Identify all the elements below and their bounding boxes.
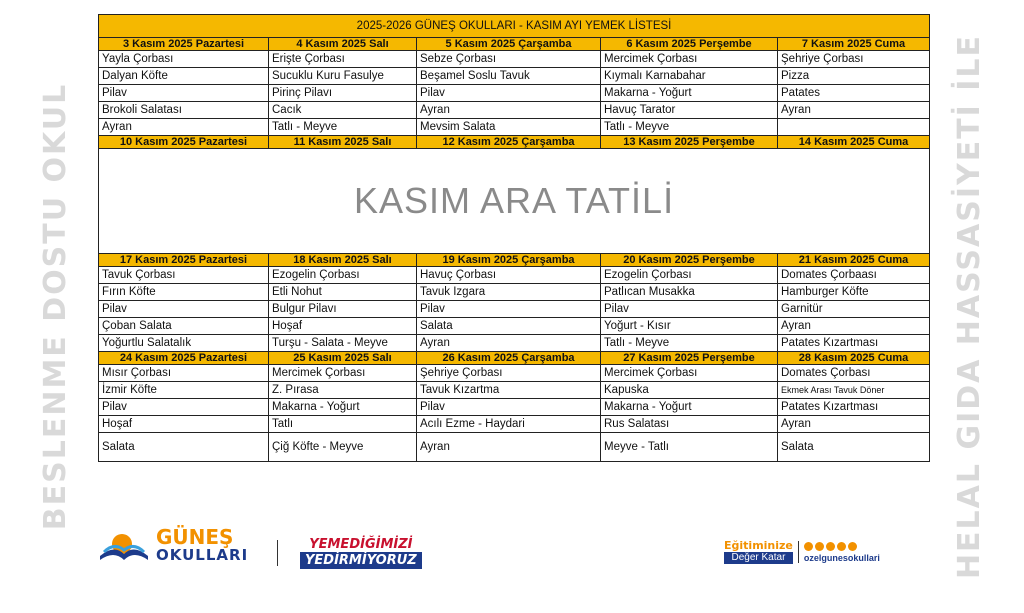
menu-cell: Pilav <box>601 301 778 318</box>
x-icon <box>826 542 835 551</box>
menu-cell: Tavuk Kızartma <box>417 382 601 399</box>
table-row <box>99 433 930 462</box>
menu-cell: Yayla Çorbası <box>99 51 269 68</box>
menu-cell: Acılı Ezme - Haydari <box>417 416 601 433</box>
menu-cell: Makarna - Yoğurt <box>601 85 778 102</box>
day-header: 18 Kasım 2025 Salı <box>269 254 417 267</box>
table-row <box>99 267 930 284</box>
menu-table <box>98 14 930 462</box>
menu-cell: Cacık <box>269 102 417 119</box>
menu-cell: Erişte Çorbası <box>269 51 417 68</box>
table-row <box>99 318 930 335</box>
table-row <box>99 416 930 433</box>
menu-cell: Ayran <box>778 102 930 119</box>
menu-cell: Pilav <box>417 85 601 102</box>
menu-cell: Hoşaf <box>99 416 269 433</box>
day-header: 6 Kasım 2025 Perşembe <box>601 38 778 51</box>
day-header: 10 Kasım 2025 Pazartesi <box>99 136 269 149</box>
instagram-icon <box>815 542 824 551</box>
menu-cell: Ayran <box>417 433 601 462</box>
menu-cell: Turşu - Salata - Meyve <box>269 335 417 352</box>
facebook-icon <box>804 542 813 551</box>
menu-cell: Makarna - Yoğurt <box>269 399 417 416</box>
linkedin-icon <box>848 542 857 551</box>
tagline-divider <box>798 541 799 563</box>
menu-cell: Brokoli Salatası <box>99 102 269 119</box>
day-header: 17 Kasım 2025 Pazartesi <box>99 254 269 267</box>
menu-cell: Garnitür <box>778 301 930 318</box>
day-header: 4 Kasım 2025 Salı <box>269 38 417 51</box>
holiday-label: KASIM ARA TATİLİ <box>99 149 930 254</box>
menu-cell: Beşamel Soslu Tavuk <box>417 68 601 85</box>
menu-cell: Tatlı - Meyve <box>601 119 778 136</box>
menu-cell: Ekmek Arası Tavuk Döner <box>778 382 930 399</box>
menu-cell: Sucuklu Kuru Fasulye <box>269 68 417 85</box>
social-icons <box>804 542 880 551</box>
menu-cell: Z. Pırasa <box>269 382 417 399</box>
day-header: 25 Kasım 2025 Salı <box>269 352 417 365</box>
slogan-top: YEMEDİĞİMİZİ <box>309 537 413 552</box>
slogan-badge <box>300 537 422 569</box>
menu-cell: Sebze Çorbası <box>417 51 601 68</box>
menu-cell: Bulgur Pilavı <box>269 301 417 318</box>
day-header: 20 Kasım 2025 Perşembe <box>601 254 778 267</box>
menu-cell: Ezogelin Çorbası <box>601 267 778 284</box>
menu-cell: Çiğ Köfte - Meyve <box>269 433 417 462</box>
social-block <box>804 542 880 563</box>
menu-cell: Ayran <box>417 335 601 352</box>
menu-cell: Ayran <box>778 318 930 335</box>
menu-cell: Tatlı - Meyve <box>601 335 778 352</box>
table-row <box>99 365 930 382</box>
side-label-left <box>36 0 76 613</box>
menu-cell: Domates Çorbaası <box>778 267 930 284</box>
menu-cell: Mısır Çorbası <box>99 365 269 382</box>
menu-title-row <box>99 15 930 38</box>
table-row <box>99 399 930 416</box>
menu-cell: Pilav <box>417 301 601 318</box>
day-header: 24 Kasım 2025 Pazartesi <box>99 352 269 365</box>
logo-line-2: OKULLARI <box>156 546 249 564</box>
menu-cell: Patates Kızartması <box>778 399 930 416</box>
menu-cell: Mercimek Çorbası <box>269 365 417 382</box>
logo-line-1: GÜNEŞ <box>156 525 234 549</box>
menu-cell: Pilav <box>99 399 269 416</box>
menu-cell: Pilav <box>417 399 601 416</box>
menu-cell: Fırın Köfte <box>99 284 269 301</box>
menu-cell: Meyve - Tatlı <box>601 433 778 462</box>
menu-cell: Yoğurt - Kısır <box>601 318 778 335</box>
side-label-right-text: HELAL GIDA HASSASİYETİ İLE <box>952 33 988 580</box>
menu-cell: Şehriye Çorbası <box>417 365 601 382</box>
table-row <box>99 51 930 68</box>
youtube-icon <box>837 542 846 551</box>
week-1-header <box>99 38 930 51</box>
menu-cell: Tavuk Çorbası <box>99 267 269 284</box>
menu-cell: Salata <box>417 318 601 335</box>
table-row <box>99 284 930 301</box>
menu-cell: Salata <box>778 433 930 462</box>
menu-cell: Patates Kızartması <box>778 335 930 352</box>
table-row <box>99 301 930 318</box>
menu-cell: Ezogelin Çorbası <box>269 267 417 284</box>
table-row <box>99 102 930 119</box>
day-header: 27 Kasım 2025 Perşembe <box>601 352 778 365</box>
menu-cell: Dalyan Köfte <box>99 68 269 85</box>
side-label-left-text: BESLENME DOSTU OKUL <box>38 82 74 531</box>
tagline-top: Eğitiminize <box>724 539 793 552</box>
menu-title: 2025-2026 GÜNEŞ OKULLARI - KASIM AYI YEMEK LİSTESİ <box>99 15 930 38</box>
menu-cell: Mercimek Çorbası <box>601 51 778 68</box>
day-header: 5 Kasım 2025 Çarşamba <box>417 38 601 51</box>
day-header: 19 Kasım 2025 Çarşamba <box>417 254 601 267</box>
menu-cell: Yoğurtlu Salatalık <box>99 335 269 352</box>
table-row <box>99 382 930 399</box>
menu-cell: Kıymalı Karnabahar <box>601 68 778 85</box>
day-header: 28 Kasım 2025 Cuma <box>778 352 930 365</box>
table-row <box>99 85 930 102</box>
day-header: 21 Kasım 2025 Cuma <box>778 254 930 267</box>
menu-cell: Hoşaf <box>269 318 417 335</box>
menu-cell: Ayran <box>99 119 269 136</box>
menu-cell: Havuç Çorbası <box>417 267 601 284</box>
table-row <box>99 119 930 136</box>
day-header: 3 Kasım 2025 Pazartesi <box>99 38 269 51</box>
day-header: 7 Kasım 2025 Cuma <box>778 38 930 51</box>
menu-cell: Havuç Tarator <box>601 102 778 119</box>
brand-tagline <box>724 540 880 564</box>
menu-cell: Ayran <box>417 102 601 119</box>
day-header: 26 Kasım 2025 Çarşamba <box>417 352 601 365</box>
day-header: 12 Kasım 2025 Çarşamba <box>417 136 601 149</box>
menu-cell: Tatlı - Meyve <box>269 119 417 136</box>
footer-divider <box>277 540 278 566</box>
menu-cell: Çoban Salata <box>99 318 269 335</box>
side-label-right <box>950 0 990 613</box>
menu-cell: Hamburger Köfte <box>778 284 930 301</box>
menu-cell: Şehriye Çorbası <box>778 51 930 68</box>
menu-cell: Pizza <box>778 68 930 85</box>
menu-cell: İzmir Köfte <box>99 382 269 399</box>
day-header: 13 Kasım 2025 Perşembe <box>601 136 778 149</box>
gunes-logo <box>96 526 248 566</box>
week-3-header <box>99 254 930 267</box>
menu-cell: Tatlı <box>269 416 417 433</box>
table-row <box>99 68 930 85</box>
menu-cell: Domates Çorbası <box>778 365 930 382</box>
menu-cell: Patates <box>778 85 930 102</box>
week-2-header <box>99 136 930 149</box>
week-4-header <box>99 352 930 365</box>
table-row <box>99 335 930 352</box>
menu-cell: Makarna - Yoğurt <box>601 399 778 416</box>
menu-cell <box>778 119 930 136</box>
menu-cell: Patlıcan Musakka <box>601 284 778 301</box>
tagline-bottom: Değer Katar <box>724 552 793 564</box>
holiday-row <box>99 149 930 254</box>
menu-cell: Ayran <box>778 416 930 433</box>
open-book-icon <box>96 526 152 566</box>
menu-cell: Salata <box>99 433 269 462</box>
tagline-block <box>724 540 793 564</box>
menu-cell: Etli Nohut <box>269 284 417 301</box>
menu-cell: Rus Salatası <box>601 416 778 433</box>
website-handle: ozelgunesokullari <box>803 552 880 563</box>
logo-text <box>156 525 249 564</box>
menu-cell: Pilav <box>99 301 269 318</box>
menu-cell: Kapuska <box>601 382 778 399</box>
slogan-bottom: YEDİRMİYORUZ <box>300 552 422 569</box>
day-header: 11 Kasım 2025 Salı <box>269 136 417 149</box>
menu-cell: Mevsim Salata <box>417 119 601 136</box>
day-header: 14 Kasım 2025 Cuma <box>778 136 930 149</box>
menu-cell: Tavuk Izgara <box>417 284 601 301</box>
menu-cell: Pirinç Pilavı <box>269 85 417 102</box>
menu-cell: Pilav <box>99 85 269 102</box>
menu-cell: Mercimek Çorbası <box>601 365 778 382</box>
